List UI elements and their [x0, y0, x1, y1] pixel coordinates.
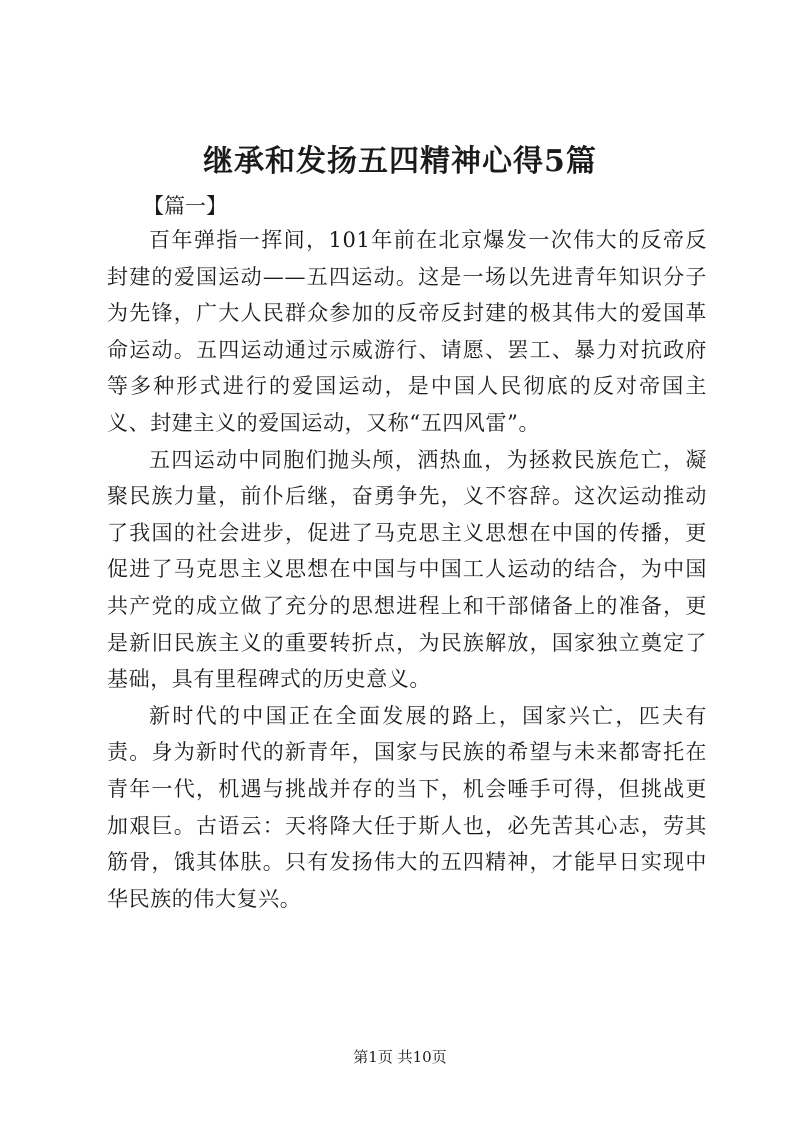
document-title: 继承和发扬五四精神心得5篇: [203, 144, 597, 179]
document-body: [107, 222, 707, 917]
section-heading: 【篇一】: [143, 194, 227, 218]
page-number-footer: 第1页 共10页: [353, 1048, 447, 1066]
paragraph-1: 百年弹指一挥间，101年前在北京爆发一次伟大的反帝反封建的爱国运动——五四运动。这是一场以先进青年知识分子为先锋，广大人民群众参加的反帝反封建的极其伟大的爱国革命运动。五四运动通过示威游行、请愿、罢工、暴力对抗政府等多种形式进行的爱国运动，是中国人民彻底的反对帝国主义、封建主义的爱国运动，又称“五四风雷”。: [107, 228, 707, 435]
paragraph-3: 新时代的中国正在全面发展的路上，国家兴亡，匹夫有责。身为新时代的新青年，国家与民族的希望与未来都寄托在青年一代，机遇与挑战并存的当下，机会唾手可得，但挑战更加艰巨。古语云：天将降大任于斯人也，必先苦其心志，劳其筋骨，饿其体肤。只有发扬伟大的五四精神，才能早日实现中华民族的伟大复兴。: [107, 703, 707, 911]
paragraph-2: 五四运动中同胞们抛头颅，洒热血，为拯救民族危亡，凝聚民族力量，前仆后继，奋勇争先，义不容辞。这次运动推动了我国的社会进步，促进了马克思主义思想在中国的传播，更促进了马克思主义思想在中国与中国工人运动的结合，为中国共产党的成立做了充分的思想进程上和干部储备上的准备，更是新旧民族主义的重要转折点，为民族解放，国家独立奠定了基础，具有里程碑式的历史意义。: [107, 447, 707, 692]
